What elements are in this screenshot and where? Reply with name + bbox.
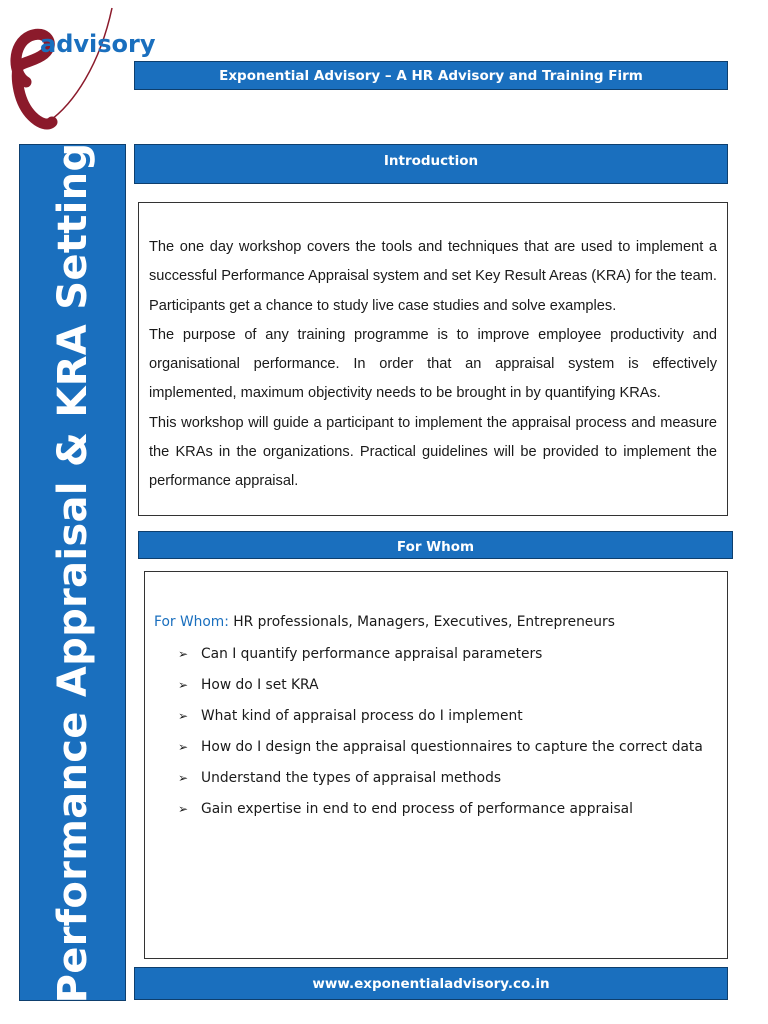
- logo-text: advisory: [40, 30, 156, 58]
- audience-line: [154, 614, 717, 630]
- introduction-heading-bar: [134, 144, 728, 184]
- introduction-paragraph: The one day workshop covers the tools and techniques that are used to implement a successful Performance Appraisal system and set Key Result Areas (KRA) for the team. Participants get a chance to study live case studies and solve examples.: [149, 239, 717, 314]
- arrow-bullet-icon: ➢: [178, 647, 189, 661]
- introduction-paragraph: This workshop will guide a participant to implement the appraisal process and measure the KRAs in the organizations. Practical guidelines will be provided to implement the performance appraisal.: [149, 414, 717, 490]
- company-logo: [4, 4, 156, 132]
- arrow-bullet-icon: ➢: [178, 709, 189, 723]
- header-banner: [134, 61, 728, 90]
- website-link[interactable]: www.exponentialadvisory.co.in: [312, 975, 550, 992]
- for-whom-box: [144, 571, 728, 959]
- list-item: ➢ What kind of appraisal process do I implement: [178, 706, 717, 727]
- side-title: Performance Appraisal & KRA Setting: [49, 142, 96, 1003]
- for-whom-heading-bar: [138, 531, 733, 559]
- list-item: ➢ Gain expertise in end to end process of performance appraisal: [178, 799, 717, 820]
- introduction-heading: Introduction: [383, 153, 479, 169]
- arrow-bullet-icon: ➢: [178, 678, 189, 692]
- audience-text: HR professionals, Managers, Executives, Entrepreneurs: [233, 614, 615, 630]
- for-whom-heading: For Whom: [396, 539, 475, 555]
- list-item: ➢ How do I design the appraisal questionnaires to capture the correct data: [178, 737, 717, 758]
- arrow-bullet-icon: ➢: [178, 740, 189, 754]
- header-title: Exponential Advisory – A HR Advisory and Training Firm: [219, 67, 643, 84]
- question-list: [154, 644, 717, 820]
- arrow-bullet-icon: ➢: [178, 802, 189, 816]
- introduction-paragraph: The purpose of any training programme is to improve employee productivity and organisational performance. In order that an appraisal system is effectively implemented, maximum objectivity needs to be brought in by quantifying KRAs.: [149, 326, 717, 402]
- footer-banner: [134, 967, 728, 1000]
- audience-label: For Whom:: [154, 614, 229, 630]
- list-item: ➢ Understand the types of appraisal methods: [178, 768, 717, 789]
- arrow-bullet-icon: ➢: [178, 771, 189, 785]
- list-item: ➢ Can I quantify performance appraisal parameters: [178, 644, 717, 665]
- side-banner: [19, 144, 126, 1001]
- list-item: ➢ How do I set KRA: [178, 675, 717, 696]
- introduction-box: [138, 202, 728, 516]
